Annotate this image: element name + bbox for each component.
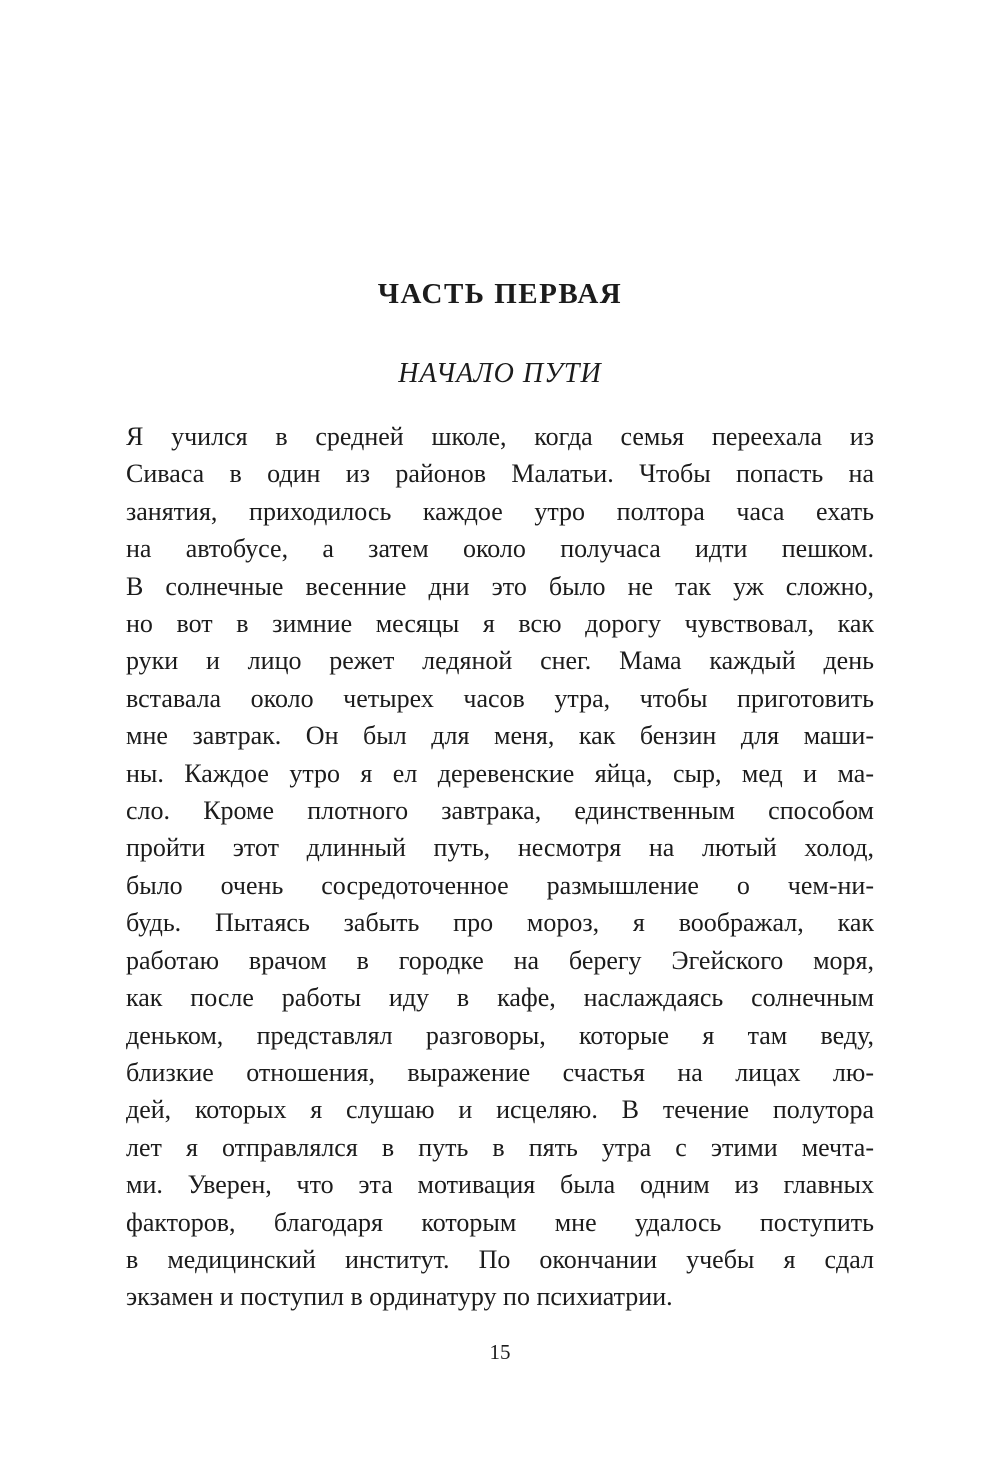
body-line: как после работы иду в кафе, наслаждаясь солнечным — [126, 983, 874, 1013]
body-line: на автобусе, а затем около получаса идти пешком. — [126, 534, 874, 564]
body-line: деньком, представлял разговоры, которые я там веду, — [126, 1020, 874, 1050]
body-line: работаю врачом в городке на берегу Эгейского моря, — [126, 945, 874, 975]
body-line: дей, которых я слушаю и исцеляю. В течение полутора — [126, 1095, 874, 1125]
page-number: 15 — [489, 1339, 511, 1364]
body-line: вставала около четырех часов утра, чтобы приготовить — [126, 683, 874, 713]
body-line: было очень сосредоточенное размышление о чем-ни- — [126, 870, 874, 900]
body-line: Сиваса в один из районов Малатьи. Чтобы попасть на — [126, 459, 874, 489]
body-line: ми. Уверен, что эта мотивация была одним из главных — [126, 1170, 874, 1200]
body-line: но вот в зимние месяцы я всю дорогу чувствовал, как — [126, 609, 874, 639]
body-line: пройти этот длинный путь, несмотря на лютый холод, — [126, 833, 874, 863]
body-line: факторов, благодаря которым мне удалось поступить — [126, 1207, 874, 1237]
body-line: занятия, приходилось каждое утро полтора часа ехать — [126, 496, 874, 526]
body-line: близкие отношения, выражение счастья на лицах лю- — [126, 1057, 874, 1087]
body-line: будь. Пытаясь забыть про мороз, я воображал, как — [126, 908, 874, 938]
body-line: экзамен и поступил в ординатуру по психиатрии. — [126, 1282, 673, 1312]
chapter-title: ЧАСТЬ ПЕРВАЯ — [377, 278, 623, 310]
page-content — [0, 276, 1000, 1366]
body-line: руки и лицо режет ледяной снег. Мама каждый день — [126, 646, 874, 676]
chapter-subtitle: НАЧАЛО ПУТИ — [398, 358, 602, 389]
body-paragraph — [126, 418, 874, 1316]
body-line: В солнечные весенние дни это было не так уж сложно, — [126, 571, 874, 601]
body-line: Я учился в средней школе, когда семья переехала из — [126, 422, 874, 451]
body-line: ны. Каждое утро я ел деревенские яйца, сыр, мед и ма- — [126, 758, 874, 788]
body-line: в медицинский институт. По окончании учебы я сдал — [126, 1244, 874, 1274]
body-line: лет я отправлялся в путь в пять утра с этими мечта- — [126, 1132, 874, 1162]
body-line: мне завтрак. Он был для меня, как бензин для маши- — [126, 721, 874, 751]
body-line: сло. Кроме плотного завтрака, единственным способом — [126, 796, 874, 826]
